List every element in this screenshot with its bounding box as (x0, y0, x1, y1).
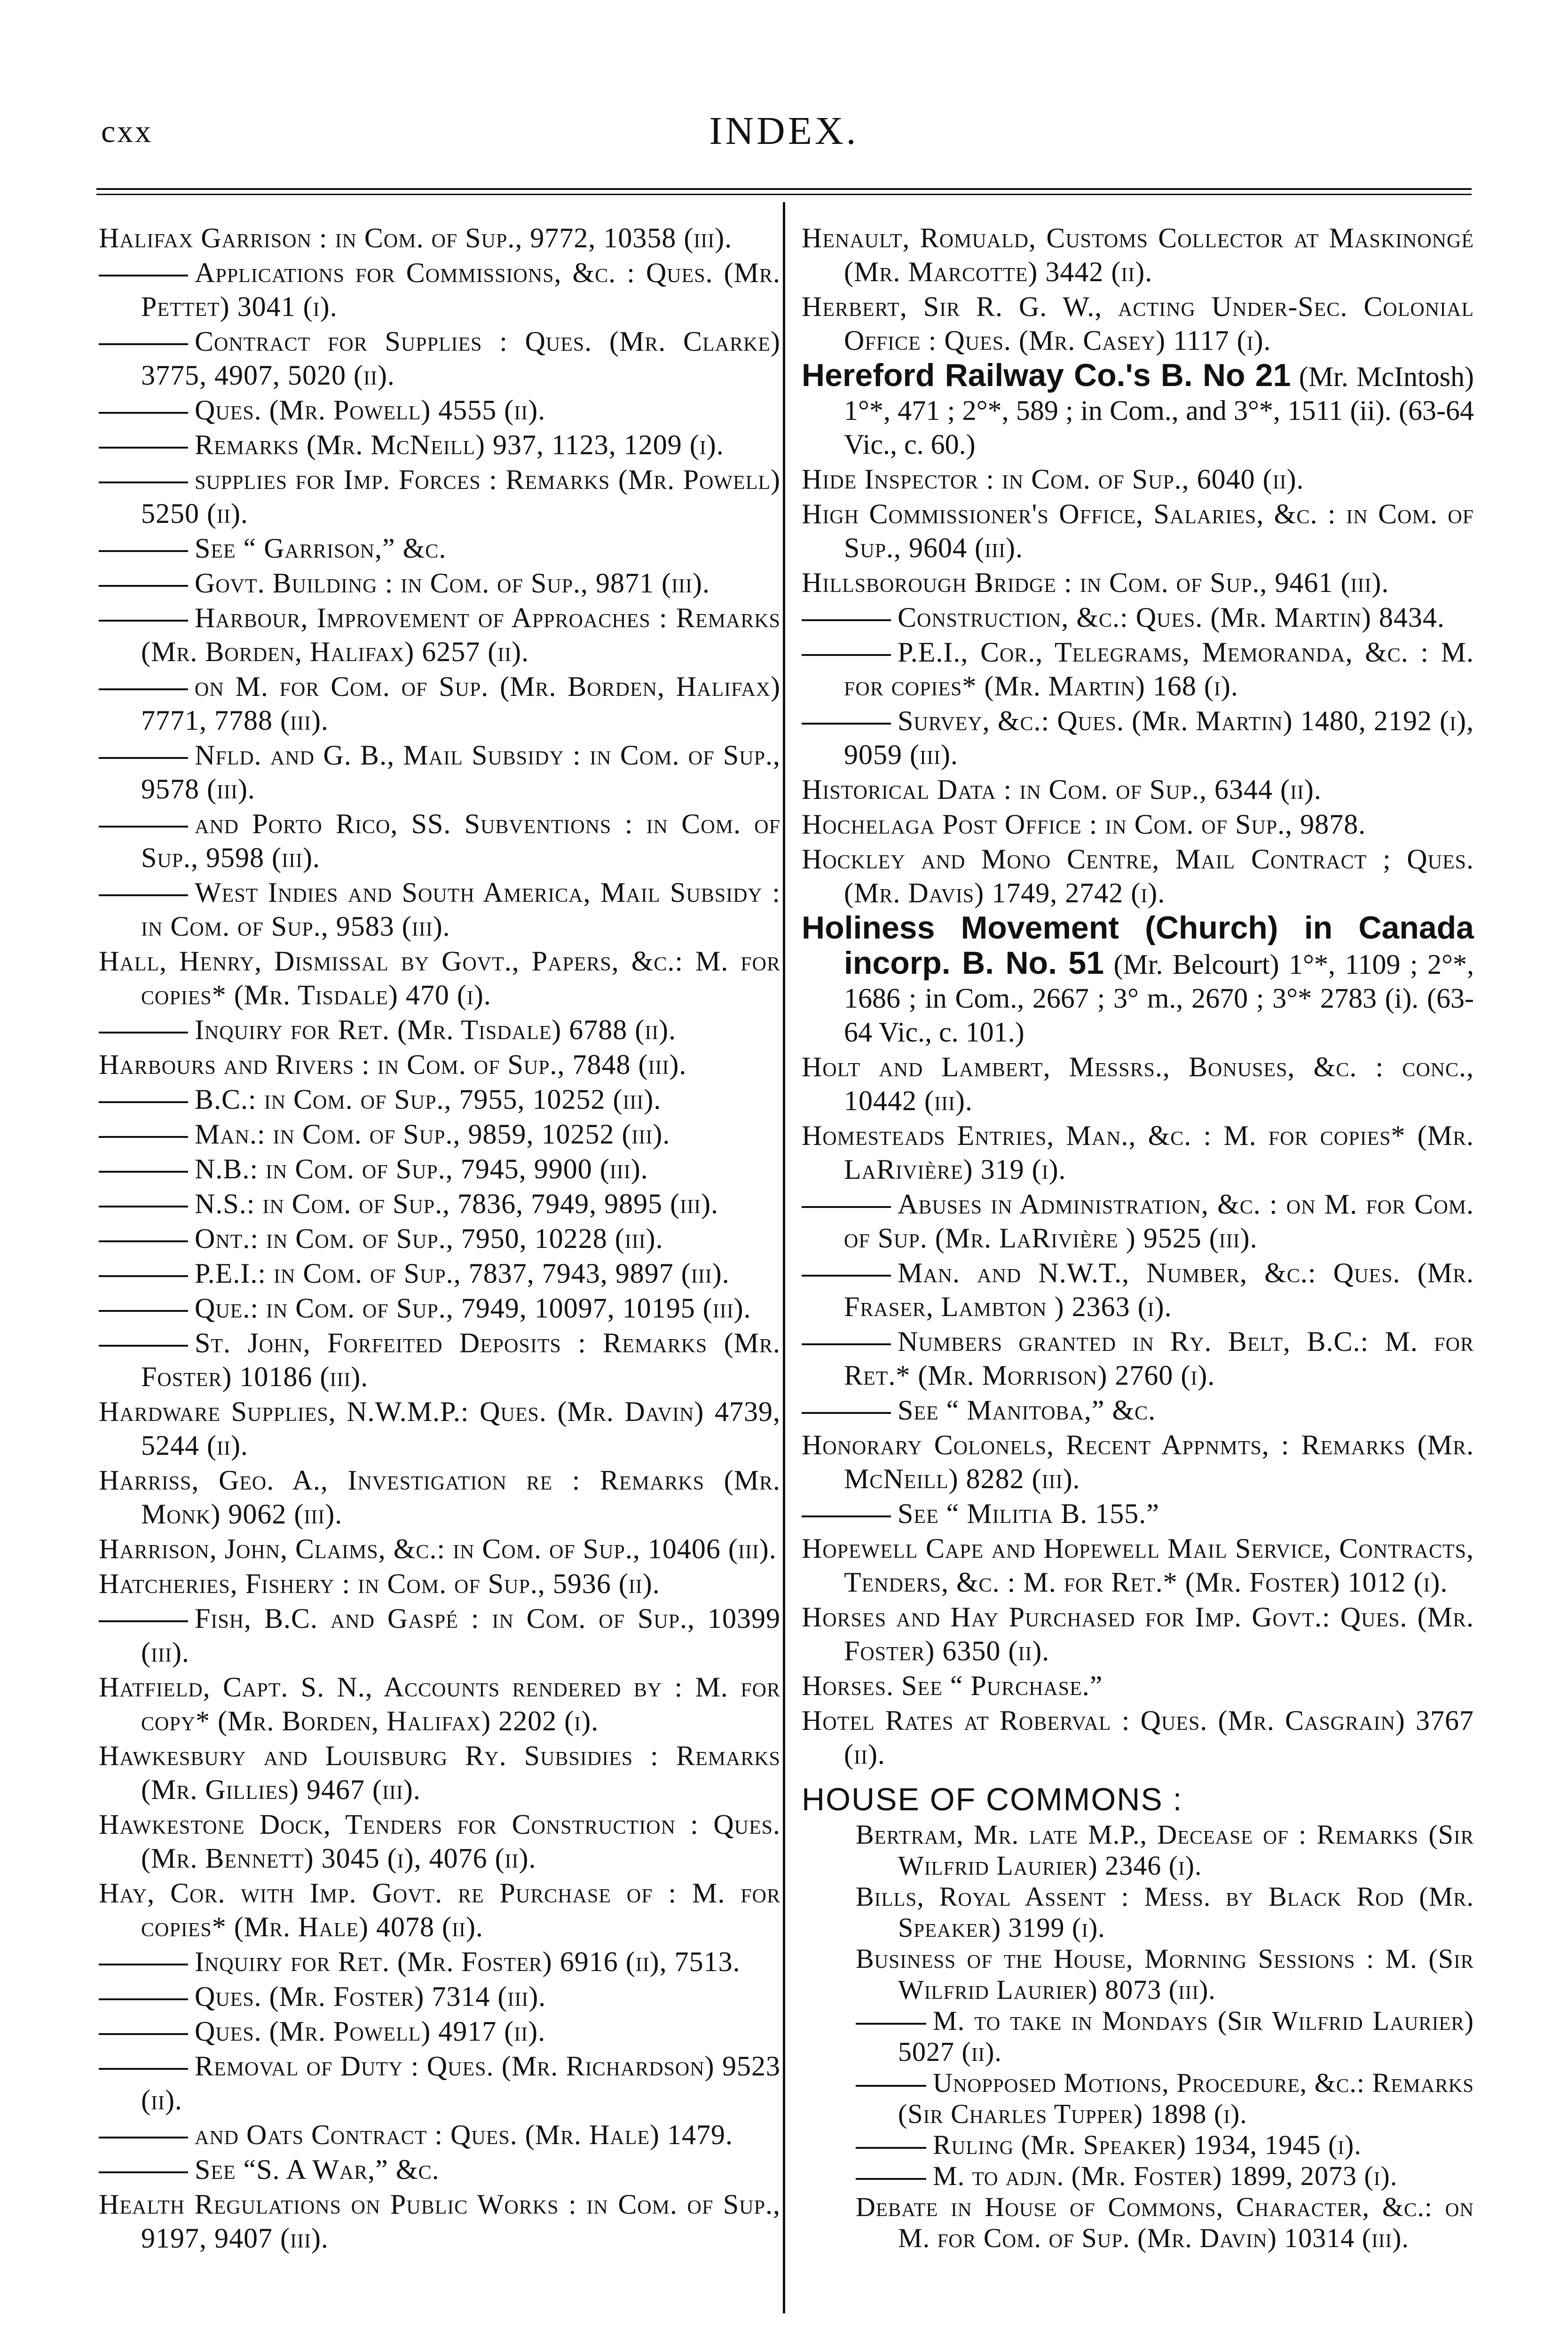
entry-text: Que.: in Com. of Sup., 7949, 10097, 10195 (iii). (195, 1293, 751, 1324)
ditto-dash (99, 757, 188, 759)
index-subentry (99, 1256, 780, 1290)
index-subentry (99, 531, 780, 565)
index-entry (99, 1395, 780, 1462)
page-header (0, 109, 1568, 165)
ditto-dash (802, 1515, 891, 1517)
entry-text: Unopposed Motions, Procedure, &c.: Remarks (Sir Charles Tupper) 1898 (i). (898, 2067, 1474, 2129)
entry-text: B.C.: in Com. of Sup., 7955, 10252 (iii). (195, 1084, 662, 1115)
index-subentry (99, 1187, 780, 1221)
ditto-dash (99, 1136, 188, 1138)
entry-text: Henault, Romuald, Customs Collector at Maskinongé (Mr. Marcotte) 3442 (ii). (802, 222, 1474, 287)
index-entry (802, 221, 1474, 289)
index-subentry (99, 1117, 780, 1151)
index-entry (99, 944, 780, 1012)
entry-text: Inquiry for Ret. (Mr. Tisdale) 6788 (ii). (195, 1014, 677, 1045)
entry-text: Horses and Hay Purchased for Imp. Govt.: Ques. (Mr. Foster) 6350 (ii). (802, 1602, 1474, 1666)
entry-text: Business of the House, Morning Sessions : M. (Sir Wilfrid Laurier) 8073 (iii). (856, 1943, 1474, 2005)
entry-text: High Commissioner's Office, Salaries, &c. : in Com. of Sup., 9604 (iii). (802, 498, 1474, 563)
index-entry (802, 1819, 1474, 1881)
entry-text: Hillsborough Bridge : in Com. of Sup., 9461 (iii). (802, 567, 1389, 598)
ditto-dash (99, 550, 188, 552)
ditto-dash (802, 1275, 891, 1277)
index-entry (802, 497, 1474, 565)
entry-text: Holt and Lambert, Messrs., Bonuses, &c. : conc., 10442 (iii). (802, 1051, 1474, 1116)
ditto-dash (99, 585, 188, 587)
entry-text: Hall, Henry, Dismissal by Govt., Papers, &c.: M. for copies* (Mr. Tisdale) 470 (i). (99, 946, 780, 1010)
ditto-dash (99, 1240, 188, 1242)
index-entry (802, 1531, 1474, 1599)
ditto-dash (99, 1171, 188, 1173)
entry-text: Applications for Commissions, &c. : Ques. (Mr. Pettet) 3041 (i). (141, 257, 780, 322)
ditto-dash (99, 1275, 188, 1277)
bill-entry (802, 358, 1474, 461)
header-rule-bottom (96, 194, 1472, 195)
index-subentry (99, 1013, 780, 1047)
entry-text: Ruling (Mr. Speaker) 1934, 1945 (i). (933, 2130, 1362, 2160)
index-subentry (802, 1393, 1474, 1427)
index-entry (99, 1567, 780, 1601)
index-subentry (99, 463, 780, 530)
ditto-dash (99, 412, 188, 414)
index-subentry (99, 2014, 780, 2048)
ditto-dash (99, 481, 188, 483)
index-entry (802, 807, 1474, 841)
entry-text: on M. for Com. of Sup. (Mr. Borden, Halifax) 7771, 7788 (iii). (141, 671, 780, 736)
index-subentry (99, 876, 780, 943)
entry-text: Survey, &c.: Ques. (Mr. Martin) 1480, 2192 (i), 9059 (iii). (844, 705, 1474, 770)
entry-text: Construction, &c.: Ques. (Mr. Martin) 8434. (898, 602, 1445, 633)
column-divider (783, 202, 785, 2313)
index-entry (802, 842, 1474, 910)
entry-text: See “ Militia B. 155.” (898, 1498, 1159, 1529)
entry-text: Hatfield, Capt. S. N., Accounts rendered by : M. for copy* (Mr. Borden, Halifax) 2202 (i). (99, 1672, 780, 1736)
entry-text: Hochelaga Post Office : in Com. of Sup., 9878. (802, 809, 1366, 840)
ditto-dash (856, 2023, 926, 2025)
ditto-dash (802, 1343, 891, 1345)
index-subentry (99, 1945, 780, 1979)
ditto-dash (802, 1206, 891, 1208)
entry-text: Hopewell Cape and Hopewell Mail Service, Contracts, Tenders, &c. : M. for Ret.* (Mr. Foster) 1012 (i). (802, 1533, 1474, 1598)
entry-text: M. to take in Mondays (Sir Wilfrid Laurier) 5027 (ii). (898, 2005, 1474, 2067)
index-entry (99, 1670, 780, 1738)
entry-text: Historical Data : in Com. of Sup., 6344 (ii). (802, 774, 1322, 805)
index-subentry (802, 600, 1474, 634)
ditto-dash (99, 894, 188, 896)
entry-text: and Oats Contract : Ques. (Mr. Hale) 1479. (195, 2119, 733, 2150)
index-subentry (802, 2067, 1474, 2130)
index-entry (802, 1119, 1474, 1186)
entry-text: Hardware Supplies, N.W.M.P.: Ques. (Mr. Davin) 4739, 5244 (ii). (99, 1396, 780, 1461)
entry-text: Contract for Supplies : Ques. (Mr. Clarke) 3775, 4907, 5020 (ii). (141, 326, 780, 391)
entry-text: See “ Garrison,” &c. (195, 533, 447, 564)
entry-text: Bills, Royal Assent : Mess. by Black Rod (Mr. Speaker) 3199 (i). (856, 1881, 1474, 1943)
entry-text: West Indies and South America, Mail Subsidy : in Com. of Sup., 9583 (iii). (141, 877, 780, 942)
index-entry (99, 1807, 780, 1875)
entry-text: supplies for Imp. Forces : Remarks (Mr. Powell) 5250 (ii). (141, 464, 780, 529)
entry-text: Ont.: in Com. of Sup., 7950, 10228 (iii). (195, 1223, 663, 1254)
ditto-dash (99, 1345, 188, 1347)
ditto-dash (99, 1998, 188, 2000)
index-entry (99, 1532, 780, 1566)
ditto-dash (99, 1206, 188, 1207)
index-subentry (802, 2161, 1474, 2192)
index-subentry (802, 1325, 1474, 1392)
index-entry (802, 290, 1474, 357)
ditto-dash (99, 2068, 188, 2070)
right-column (802, 221, 1474, 2254)
ditto-dash (99, 343, 188, 345)
entry-text: Ques. (Mr. Powell) 4555 (ii). (195, 394, 546, 426)
ditto-dash (99, 620, 188, 622)
left-column (99, 221, 780, 2256)
index-subentry (99, 428, 780, 462)
index-subentry (99, 1082, 780, 1116)
ditto-dash (802, 619, 891, 621)
entry-text: Hatcheries, Fishery : in Com. of Sup., 5936 (ii). (99, 1568, 660, 1599)
entry-text: Hawkestone Dock, Tenders for Construction : Ques. (Mr. Bennett) 3045 (i), 4076 (ii). (99, 1809, 780, 1874)
index-entry (802, 1943, 1474, 2005)
bill-title: Hereford Railway Co.'s B. No 21 (802, 357, 1291, 393)
entry-text: Bertram, Mr. late M.P., Decease of : Remarks (Sir Wilfrid Laurier) 2346 (i). (856, 1819, 1474, 1881)
bill-details: (Mr. Belcourt) 1°*, 1109 ; 2°*, 1686 ; in Com., 2667 ; 3° m., 2670 ; 3°* 2783 (i). (63-64 Vic., c. 101.) (844, 949, 1474, 1048)
index-subentry (99, 738, 780, 806)
index-entry (99, 2187, 780, 2255)
entry-text: Harrison, John, Claims, &c.: in Com. of Sup., 10406 (iii). (99, 1533, 777, 1564)
entry-text: M. to adjn. (Mr. Foster) 1899, 2073 (i). (933, 2161, 1398, 2191)
bill-title: Holiness Movement (Church) in Canada incorp. B. No. 51 (802, 910, 1474, 981)
ditto-dash (856, 2085, 926, 2087)
ditto-dash (856, 2147, 926, 2149)
index-entry (802, 462, 1474, 496)
index-subentry (802, 635, 1474, 703)
ditto-dash (99, 1032, 188, 1033)
index-entry (99, 1739, 780, 1807)
index-entry (802, 566, 1474, 600)
ditto-dash (99, 2137, 188, 2138)
index-subentry (802, 2130, 1474, 2161)
page-number: cxx (101, 113, 153, 149)
index-subentry (802, 1187, 1474, 1255)
index-entry (802, 1669, 1474, 1703)
ditto-dash (99, 275, 188, 276)
index-entry (802, 773, 1474, 806)
index-entry (802, 1050, 1474, 1118)
entry-text: Hawkesbury and Louisburg Ry. Subsidies : Remarks (Mr. Gillies) 9467 (iii). (99, 1740, 780, 1805)
header-rule-top (96, 188, 1472, 190)
bill-entry (802, 911, 1474, 1049)
entry-text: Govt. Building : in Com. of Sup., 9871 (iii). (195, 568, 710, 599)
index-subentry (99, 1291, 780, 1325)
entry-text: Hotel Rates at Roberval : Ques. (Mr. Casgrain) 3767 (ii). (802, 1705, 1474, 1770)
index-subentry (99, 1152, 780, 1186)
entry-text: Ques. (Mr. Powell) 4917 (ii). (195, 2016, 546, 2047)
entry-text: Removal of Duty : Ques. (Mr. Richardson) 9523 (ii). (141, 2051, 780, 2115)
entry-text: Hockley and Mono Centre, Mail Contract ; Ques. (Mr. Davis) 1749, 2742 (i). (802, 844, 1474, 908)
entry-text: Man. and N.W.T., Number, &c.: Ques. (Mr. Fraser, Lambton ) 2363 (i). (844, 1257, 1474, 1322)
entry-text: N.S.: in Com. of Sup., 7836, 7949, 9895 (iii). (195, 1188, 719, 1219)
entry-text: St. John, Forfeited Deposits : Remarks (Mr. Foster) 10186 (iii). (141, 1327, 780, 1392)
index-entry (802, 1600, 1474, 1668)
index-subentry (99, 256, 780, 323)
ditto-dash (99, 1964, 188, 1965)
page-title: INDEX. (709, 109, 859, 153)
index-subentry (802, 1256, 1474, 1324)
ditto-dash (99, 1101, 188, 1103)
ditto-dash (802, 1412, 891, 1414)
ditto-dash (99, 1310, 188, 1312)
entry-text: Inquiry for Ret. (Mr. Foster) 6916 (ii), 7513. (195, 1946, 741, 1977)
entry-text: Remarks (Mr. McNeill) 937, 1123, 1209 (i). (195, 429, 724, 460)
index-entry (802, 1881, 1474, 1943)
ditto-dash (802, 723, 891, 725)
ditto-dash (99, 688, 188, 690)
ditto-dash (99, 2171, 188, 2173)
ditto-dash (856, 2178, 926, 2180)
index-subentry (99, 566, 780, 600)
index-entry (99, 1876, 780, 1944)
index-subentry (99, 2049, 780, 2117)
index-subentry (99, 393, 780, 427)
index-subentry (99, 2153, 780, 2186)
ditto-dash (802, 654, 891, 656)
ditto-dash (99, 447, 188, 449)
entry-text: Harbours and Rivers : in Com. of Sup., 7848 (iii). (99, 1049, 687, 1080)
entry-text: Abuses in Administration, &c. : on M. for Com. of Sup. (Mr. LaRivière ) 9525 (iii). (844, 1189, 1474, 1254)
entry-text: Homesteads Entries, Man., &c. : M. for copies* (Mr. LaRivière) 319 (i). (802, 1120, 1474, 1185)
entry-text: Numbers granted in Ry. Belt, B.C.: M. for Ret.* (Mr. Morrison) 2760 (i). (844, 1326, 1474, 1391)
index-subentry (99, 1222, 780, 1255)
index-subentry (802, 1497, 1474, 1531)
entry-text: Debate in House of Commons, Character, &c.: on M. for Com. of Sup. (Mr. Davin) 10314 (iii). (856, 2192, 1474, 2253)
bill-details: (Mr. McIntosh) 1°*, 471 ; 2°*, 589 ; in Com., and 3°*, 1511 (ii). (63-64 Vic., c. 60.) (844, 361, 1474, 460)
entry-text: Harbour, Improvement of Approaches : Remarks (Mr. Borden, Halifax) 6257 (ii). (141, 602, 780, 667)
index-subentry (99, 807, 780, 875)
entry-text: and Porto Rico, SS. Subventions : in Com. of Sup., 9598 (iii). (141, 808, 780, 873)
entry-text: Ques. (Mr. Foster) 7314 (iii). (195, 1981, 546, 2012)
section-heading: HOUSE OF COMMONS : (802, 1782, 1183, 1817)
index-subentry (99, 1602, 780, 1669)
index-entry (99, 1048, 780, 1081)
ditto-dash (99, 2033, 188, 2035)
index-entry (99, 221, 780, 255)
entry-text: Horses. See “ Purchase.” (802, 1670, 1103, 1701)
entry-text: Hide Inspector : in Com. of Sup., 6040 (ii). (802, 464, 1304, 495)
entry-text: Nfld. and G. B., Mail Subsidy : in Com. of Sup., 9578 (iii). (141, 740, 780, 805)
index-subentry (99, 1326, 780, 1394)
index-entry (802, 1704, 1474, 1771)
entry-text: See “ Manitoba,” &c. (898, 1395, 1156, 1426)
entry-text: Health Regulations on Public Works : in Com. of Sup., 9197, 9407 (iii). (99, 2189, 780, 2254)
entry-text: Fish, B.C. and Gaspé : in Com. of Sup., 10399 (iii). (141, 1603, 780, 1668)
entry-text: N.B.: in Com. of Sup., 7945, 9900 (iii). (195, 1153, 648, 1184)
entry-text: Man.: in Com. of Sup., 9859, 10252 (iii). (195, 1119, 670, 1150)
index-entry (802, 2192, 1474, 2254)
entry-text: See “S. A War,” &c. (195, 2154, 440, 2185)
entry-text: Harriss, Geo. A., Investigation re : Remarks (Mr. Monk) 9062 (iii). (99, 1465, 780, 1530)
entry-text: Hay, Cor. with Imp. Govt. re Purchase of : M. for copies* (Mr. Hale) 4078 (ii). (99, 1878, 780, 1942)
ditto-dash (99, 1620, 188, 1622)
entry-text: P.E.I., Cor., Telegrams, Memoranda, &c. : M. for copies* (Mr. Martin) 168 (i). (844, 637, 1474, 702)
index-subentry (99, 2118, 780, 2152)
index-subentry (99, 670, 780, 737)
entry-text: P.E.I.: in Com. of Sup., 7837, 7943, 9897 (iii). (195, 1258, 730, 1289)
index-entry (802, 1428, 1474, 1496)
ditto-dash (99, 826, 188, 828)
index-entry (99, 1463, 780, 1531)
index-subentry (802, 704, 1474, 772)
index-subentry (802, 2005, 1474, 2067)
index-subentry (99, 1980, 780, 2013)
entry-text: Herbert, Sir R. G. W., acting Under-Sec. Colonial Office : Ques. (Mr. Casey) 1117 (i). (802, 291, 1474, 356)
index-subentry (99, 324, 780, 392)
entry-text: Halifax Garrison : in Com. of Sup., 9772, 10358 (iii). (99, 222, 733, 253)
entry-text: Honorary Colonels, Recent Appnmts, : Remarks (Mr. McNeill) 8282 (iii). (802, 1429, 1474, 1494)
index-subentry (99, 601, 780, 669)
